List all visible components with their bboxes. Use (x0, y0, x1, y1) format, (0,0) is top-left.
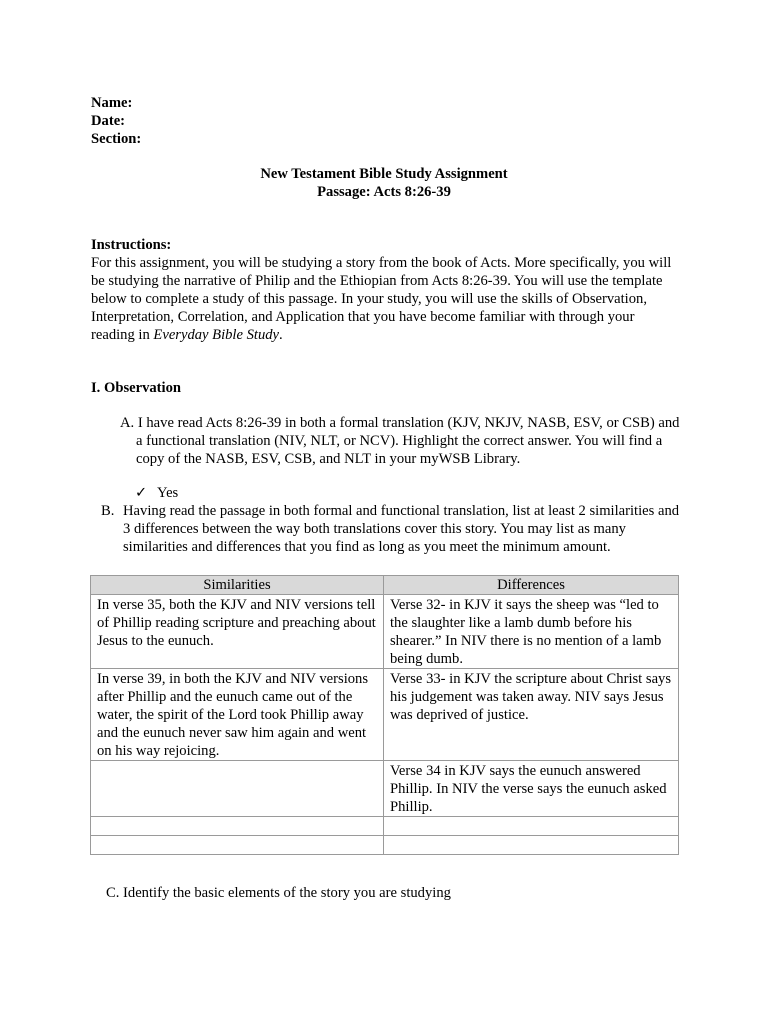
title-line-1: New Testament Bible Study Assignment (260, 166, 508, 182)
table-header-row (91, 576, 679, 595)
similarity-cell (91, 817, 384, 836)
item-a-marker: A. (120, 415, 135, 431)
answer-yes: Yes (157, 485, 179, 501)
item-a (101, 414, 681, 468)
instructions-text-main: For this assignment, you will be studying a story from the book of Acts. More specifically, you will be studying the narrative of Philip and the Ethiopian from Acts 8:26-39. You will use the template below to complete a study of this passage. In your study, you will use the skills of Observation, Interpretation, Correlation, and Application that you have become familiar with through your reading in (91, 255, 672, 343)
instructions-text (91, 254, 681, 344)
similarity-cell (91, 761, 384, 817)
table-row (91, 669, 679, 761)
answer-line (135, 484, 178, 502)
similarity-cell (91, 836, 384, 855)
difference-cell (384, 836, 679, 855)
header-similarities: Similarities (91, 576, 384, 595)
table-row (91, 817, 679, 836)
table-row (91, 595, 679, 669)
book-title: Everyday Bible Study (153, 327, 280, 343)
item-c (106, 884, 451, 902)
item-b-text: Having read the passage in both formal and functional translation, list at least 2 similarities and 3 differences between the way both translations cover this story. You may list as many similarities and differences that you find as long as you meet the minimum amount. (123, 503, 680, 555)
item-a-text (120, 414, 681, 468)
table-row (91, 836, 679, 855)
item-c-marker: C. (106, 885, 120, 901)
section-label: Section: (91, 131, 142, 147)
instructions-heading: Instructions: (91, 237, 172, 253)
similarity-cell: In verse 35, both the KJV and NIV versions tell of Phillip reading scripture and preaching about Jesus to the eunuch. (91, 595, 384, 669)
item-a-body: I have read Acts 8:26-39 in both a formal translation (KJV, NKJV, NASB, ESV, or CSB) and a functional translation (NIV, NLT, or NCV). Highlight the correct answer. You will find a copy of the NASB, ESV, CSB, and NLT in your myWSB Library. (136, 415, 680, 467)
item-b-marker: B. (101, 503, 115, 519)
difference-cell: Verse 33- in KJV the scripture about Christ says his judgement was taken away. NIV says Jesus was deprived of justice. (384, 669, 679, 761)
comparison-table (90, 575, 679, 855)
title-line-2: Passage: Acts 8:26-39 (317, 184, 451, 200)
difference-cell: Verse 34 in KJV says the eunuch answered Phillip. In NIV the verse says the eunuch asked Phillip. (384, 761, 679, 817)
instructions-text-end: . (279, 327, 283, 343)
item-b (101, 502, 681, 556)
header-fields (91, 94, 141, 148)
name-label: Name: (91, 95, 133, 111)
date-label: Date: (91, 113, 126, 129)
item-c-text: Identify the basic elements of the story you are studying (123, 885, 451, 901)
header-differences: Differences (384, 576, 679, 595)
difference-cell: Verse 32- in KJV it says the sheep was “led to the slaughter like a lamb dumb before his shearer.” In NIV there is no mention of a lamb being dumb. (384, 595, 679, 669)
table-row (91, 761, 679, 817)
similarity-cell: In verse 39, in both the KJV and NIV versions after Phillip and the eunuch came out of the water, the spirit of the Lord took Phillip away and the eunuch never saw him again and went on his way rejoicing. (91, 669, 384, 761)
instructions-block (91, 236, 681, 344)
assignment-title (0, 165, 768, 201)
observation-heading: I. Observation (91, 380, 181, 396)
difference-cell (384, 817, 679, 836)
checkmark-icon: ✓ (135, 485, 148, 501)
